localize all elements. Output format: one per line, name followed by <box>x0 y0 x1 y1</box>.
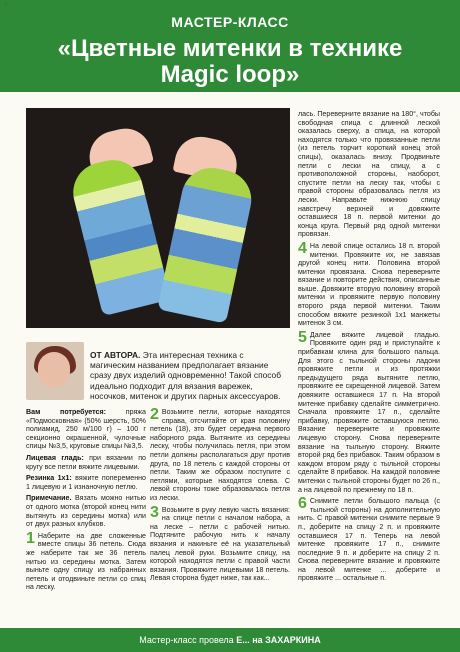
note-text: Вязать можно нитью от одного мотка (второй конец нити вытянуть из середины мотка) или от двух разных клубков. <box>26 494 146 529</box>
page-title-line2: Magic loop» <box>160 61 300 88</box>
header-band <box>0 0 460 92</box>
step-3 <box>150 503 290 583</box>
column-middle <box>150 408 290 586</box>
rib-paragraph <box>26 474 146 491</box>
author-face <box>38 352 70 388</box>
step-1-text: Наберите на две сложенные вместе спицы 36 петель. Сюда же наберите так же 36 петель нитью из середины мотка. Затем выньте одну спицу из набранных петель и отодвиньте петли со спиц на леску. <box>26 531 146 592</box>
materials-label: Вам потребуется: <box>26 408 106 416</box>
footer-prefix: Мастер-класс провела <box>139 635 234 645</box>
step-1 <box>26 529 146 592</box>
step-6-text: Снимите петли большого пальца (с тыльной стороны) на дополнительную нить. С правой митенки снимите первые 9 п., доберите на спицу 2 п. и провяжите оставшиеся 17 п. Теперь на левой митенке провяжите 17 п., снимите последние 9 п. и доберите на спицу 2 п. Снова переверните вязание и провяжите на левой митенке ... доберите и провяжите ... остальные п. <box>298 497 440 583</box>
author-photo <box>26 342 84 400</box>
step-3-text: Возьмите в руку левую часть вязания: на спице петли с началом набора, а на леске – петли с рабочей нитью. Подтяните рабочую нить к началу вязания и накиньте её на указательный палец левой руки. Возьмите спицу, на которой находятся петли с правой части вязания. Провяжите лицевыми 18 петель. Левая сторона будет ниже, так как... <box>150 505 290 583</box>
note-label: Примечание. <box>26 494 72 503</box>
page-title-line1: «Цветные митенки в технике <box>57 35 403 62</box>
stitch-text: при вязании по кругу все петли вяжите лицевыми. <box>26 453 146 471</box>
step-5-number: 5 <box>298 328 307 346</box>
col3-top-text: лась. Переверните вязание на 180°, чтобы свободная спица с длинной леской оказалась сверху, а спица, на которой находятся только что провязанные петли (из петель торчит короткий конец этой спицы), оказалась внизу. Продвиньте петли с лески на спицу, а с противоположной стороны, наоборот, спустите петли на леску так, чтобы с правой стороны образовалась петля из лески. Направьте нижнюю спицу навстречу верхней и довяжите оставшиеся 18 п. первой митенки до конца круга. Первый ряд одной митенки провязан. <box>298 110 440 239</box>
mitten-right <box>157 162 257 323</box>
note-paragraph <box>26 494 146 528</box>
materials-paragraph <box>26 408 146 451</box>
stitch-label: Лицевая гладь: <box>26 453 84 462</box>
step-2-number: 2 <box>150 406 159 423</box>
step-4 <box>298 239 440 328</box>
author-lead: ОТ АВТОРА. <box>90 350 141 360</box>
rib-text: вяжите попеременно 1 лицевую и 1 изнаночную петлю. <box>26 474 146 491</box>
step-2 <box>150 408 290 503</box>
stitch-paragraph <box>26 454 146 471</box>
step-6-number: 6 <box>298 495 307 513</box>
footer-author-name: Е... на ЗАХАРКИНА <box>236 635 321 645</box>
step-1-number: 1 <box>26 529 35 547</box>
step-5 <box>298 328 440 494</box>
footer-band <box>0 628 460 652</box>
column-right <box>298 110 440 586</box>
step-4-text: На левой спице остались 18 п. второй митенки. Провяжите их, не завязав другой конец нити. Половина второй митенки провязана. Снова переверните вязание и повторите действия, описанные выше. Довяжите вторую половину второй митенки и провяжите первую половину второго ряда первой митенки. Таким способом вяжите резинкой 1х1 манжеты митенок 3 см. <box>298 241 440 328</box>
author-text: Эта интересная техника с магическим названием предполагает вязание сразу двух изделий одновременно! Такой способ идеально подходит для вязания варежек, носочков, митенок и других парных аксессуаров. <box>90 350 282 401</box>
page-number: 6 <box>4 2 8 9</box>
step-5-text: Далее вяжите лицевой гладью. Провяжите один ряд и приступайте к прибавкам клина для большого пальца. Для этого с тыльной стороны ладони провяжите петли и из протяжки предыдущего ряда вытяните петлю, провяжите ее скрещенной лицевой. Затем довяжите оставшиеся 17 п. На второй митенке прибавку сделайте симметрично. Сначала провяжите 17 п., сделайте прибавку, провяжите оставшуюся петлю. Вязание переверните и провяжите лицевую сторону. Снова переверните вязание на тыльную сторону. Вяжите второй ряд без прибавок. Таким образом в каждом втором ряду с тыльной стороны сделайте 8 прибавок. На каждой половине митенки с тыльной стороны будет по 26 п., а на лицевой по прежнему по 18 п. <box>298 330 440 494</box>
section-kicker: МАСТЕР-КЛАСС <box>171 14 289 30</box>
mitten-left <box>67 154 171 316</box>
column-left <box>26 408 146 595</box>
materials-text: пряжа «Подмосковная» (50% шерсть, 50% полиамид, 250 м/100 г) – 100 г секционно окрашенной, чулочные спицы №3,5, круговые спицы №3,5. <box>26 408 146 451</box>
rib-label: Резинка 1х1: <box>26 474 72 483</box>
author-note <box>90 350 290 401</box>
step-6 <box>298 497 440 583</box>
step-3-number: 3 <box>150 503 159 521</box>
step-4-number: 4 <box>298 239 307 257</box>
step-2-text: Возьмите петли, которые находятся справа, отсчитайте от края половину петель (18), это будет середина первого наборного ряда. Вытяните из середины леску, чтобы получилась петля, при этом петли должны располагаться друг против друга, по 18 петель с каждой стороны от петли. Таким же образом поступите с петлями, которые находятся слева. С левой стороны тоже образовалась петля из лески. <box>150 408 290 502</box>
mittens-photo <box>26 108 290 328</box>
